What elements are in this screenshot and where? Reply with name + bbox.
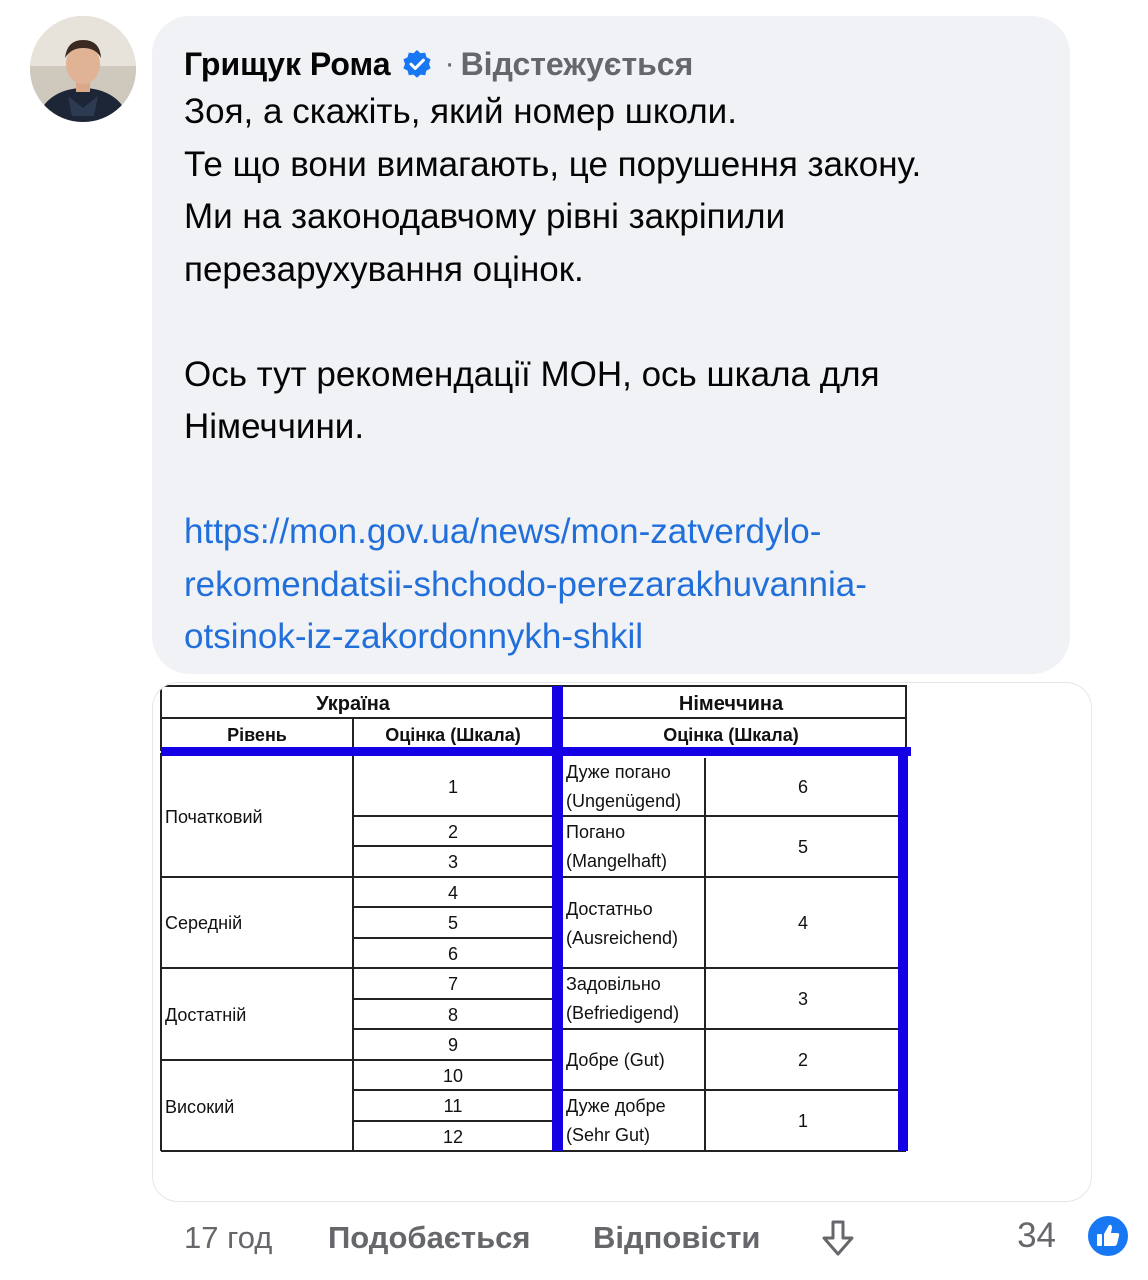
- image-attachment[interactable]: [152, 682, 1092, 1202]
- de-grade: 4: [797, 913, 809, 933]
- ukraine-header: Україна: [316, 693, 390, 715]
- grade-header-ua: Оцінка (Шкала): [385, 725, 521, 745]
- de-grade: 2: [797, 1050, 809, 1070]
- level-header: Рівень: [227, 725, 287, 745]
- paragraph-gap: [184, 296, 1064, 349]
- ua-grade: 6: [447, 944, 459, 964]
- ua-grade: 2: [447, 822, 459, 842]
- link-line[interactable]: rekomendatsii-shchodo-perezarakhuvannia-: [184, 564, 867, 604]
- ua-grade: 4: [447, 883, 459, 903]
- de-label: (Ausreichend): [566, 928, 679, 948]
- de-label: (Sehr Gut): [566, 1125, 651, 1145]
- author-line: [184, 44, 693, 84]
- de-label: Достатньо: [566, 899, 653, 919]
- level-label: Достатній: [165, 1005, 247, 1025]
- share-arrow-icon[interactable]: [816, 1216, 860, 1260]
- germany-header: Німеччина: [678, 693, 784, 715]
- de-grade: 1: [797, 1111, 809, 1131]
- follow-status[interactable]: Відстежується: [460, 45, 694, 82]
- ua-grade: 9: [447, 1035, 459, 1055]
- like-thumb-icon[interactable]: [1086, 1214, 1130, 1258]
- ua-grade: 12: [442, 1127, 464, 1147]
- author-name[interactable]: Грищук Рома: [184, 45, 391, 82]
- avatar[interactable]: [30, 16, 136, 122]
- link-line[interactable]: https://mon.gov.ua/news/mon-zatverdylo-: [184, 512, 822, 551]
- avatar-photo: [30, 16, 136, 122]
- de-grade: 5: [797, 837, 809, 857]
- like-button[interactable]: Подобається: [328, 1220, 531, 1255]
- de-label: Добре (Gut): [566, 1050, 665, 1070]
- ua-grade: 11: [443, 1096, 463, 1116]
- reaction-count[interactable]: 34: [1017, 1216, 1056, 1255]
- de-label: Дуже добре: [566, 1096, 666, 1116]
- ua-grade: 7: [447, 974, 459, 994]
- grade-table-image: [153, 683, 1092, 1202]
- comment-line: Ми на законодавчому рівні закріпили: [184, 197, 786, 236]
- ua-grade: 3: [447, 852, 459, 872]
- de-grade: 6: [797, 777, 809, 797]
- reply-button[interactable]: Відповісти: [593, 1220, 761, 1255]
- separator-dot: ·: [444, 47, 455, 80]
- de-label: (Mangelhaft): [566, 851, 668, 871]
- de-grade: 3: [797, 989, 809, 1009]
- ua-grade: 8: [447, 1005, 459, 1025]
- comment-line: Те що вони вимагають, це порушення закону.: [184, 144, 922, 184]
- de-label: Задовільно: [566, 974, 661, 994]
- de-label: (Befriedigend): [566, 1003, 680, 1023]
- verified-badge-icon: [401, 48, 433, 80]
- comment-time[interactable]: 17 год: [184, 1220, 273, 1255]
- comment-line: Німеччини.: [184, 407, 365, 446]
- de-label: Погано: [566, 822, 626, 842]
- de-label: Дуже погано: [566, 762, 671, 782]
- comment-line: Ось тут рекомендації МОН, ось шкала для: [184, 354, 880, 394]
- comment-line: перезарухування оцінок.: [184, 249, 584, 289]
- comment-bubble: [152, 16, 1070, 674]
- comment-footer: [184, 1212, 1124, 1262]
- link-line[interactable]: otsinok-iz-zakordonnykh-shkil: [184, 617, 644, 656]
- comment-line: Зоя, а скажіть, який номер школи.: [184, 92, 737, 131]
- comment-text: [184, 86, 1064, 454]
- mon-link[interactable]: [184, 506, 1054, 664]
- level-label: Початковий: [165, 807, 263, 827]
- de-label: (Ungenügend): [566, 791, 682, 811]
- level-label: Високий: [165, 1097, 235, 1117]
- ua-grade: 1: [447, 777, 459, 797]
- grade-header-de: Оцінка (Шкала): [663, 725, 799, 745]
- ua-grade: 10: [442, 1066, 464, 1086]
- ua-grade: 5: [447, 913, 459, 933]
- level-label: Середній: [165, 913, 243, 933]
